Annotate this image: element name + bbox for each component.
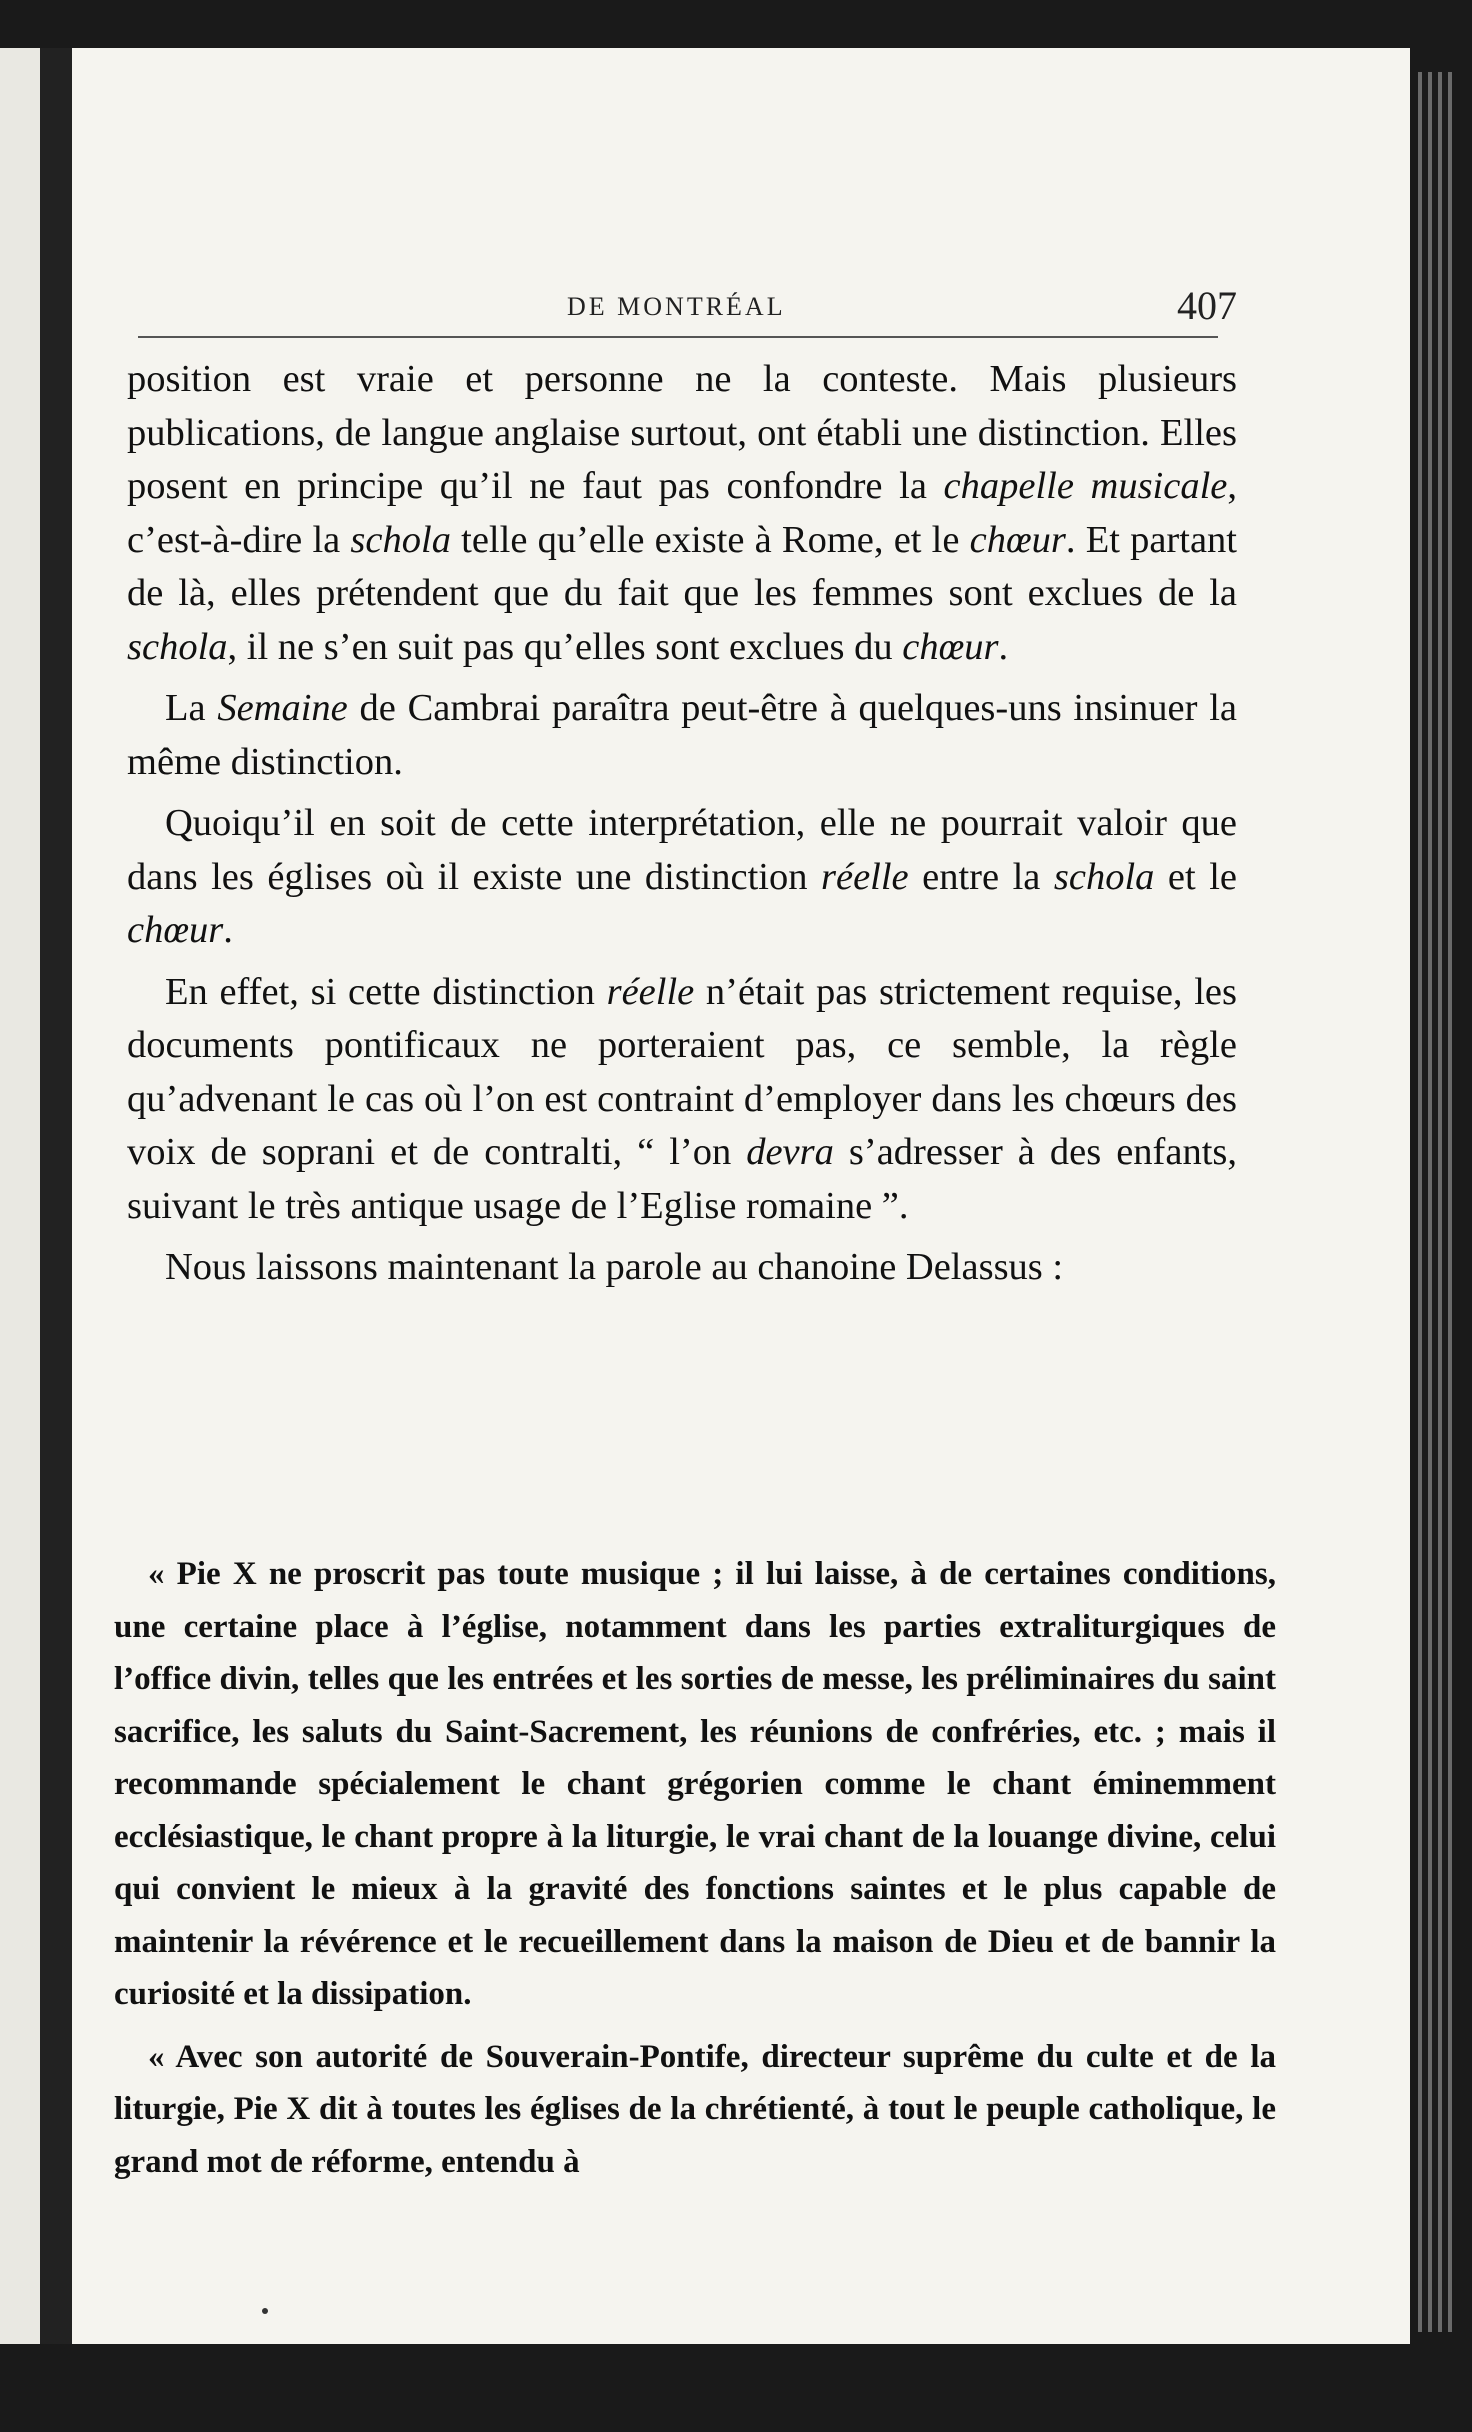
italic-text: chœur	[902, 625, 999, 668]
text-run: entre la	[908, 855, 1054, 898]
text-run: « Avec son autorité de Souverain-Pontife, directeur suprême du culte et de la liturgie, Pie X dit à toutes les églises de la chrétienté, à tout le peuple catholique, le grand mot de réforme, entendu à	[114, 2038, 1276, 2180]
text-run: .	[998, 625, 1009, 668]
ink-speck	[262, 2308, 268, 2314]
body-text	[127, 353, 1237, 1295]
italic-text: chœur	[969, 518, 1066, 561]
italic-text: chapelle musicale	[943, 465, 1228, 507]
italic-text: schola	[1053, 855, 1155, 898]
page-header	[72, 248, 1410, 328]
quote-paragraph	[114, 2031, 1276, 2189]
quote-paragraph	[114, 1548, 1276, 2021]
italic-text: Semaine	[217, 687, 348, 729]
text-run: Nous laissons maintenant la parole au chanoine Delassus :	[165, 1246, 1064, 1288]
text-run: La	[165, 687, 218, 729]
book-gutter	[40, 48, 72, 2344]
italic-text: réelle	[606, 970, 695, 1013]
italic-text: schola	[350, 518, 451, 561]
book-page	[72, 48, 1410, 2344]
paragraph	[127, 1241, 1237, 1295]
text-run: , il ne s’en suit pas qu’elles sont exclues du	[227, 625, 903, 668]
running-head: DE MONTRÉAL	[567, 292, 786, 321]
facing-page-edge	[0, 48, 40, 2344]
text-run: position est vraie et personne ne la conteste. Mais plusieurs publications, de langue anglaise surtout, ont établi une distinction. Elles posent en principe qu’il ne faut pas confondre la	[127, 358, 1237, 507]
page-edge	[1418, 72, 1422, 2332]
text-run: s’adresser à des enfants, suivant le très antique usage de l’Eglise romaine ”.	[127, 1131, 1237, 1227]
paragraph	[127, 966, 1237, 1234]
page-edge	[1438, 72, 1442, 2332]
text-run: , c’est-à-dire la	[127, 465, 1238, 561]
text-run: .	[223, 909, 233, 951]
text-run: de Cambrai paraîtra peut-être à quelques-uns insinuer la même distinction.	[127, 687, 1237, 783]
text-run: . Et partant de là, elles prétendent que du fait que les femmes sont exclues de la	[127, 518, 1237, 614]
block-quote	[114, 1548, 1276, 2188]
text-run: Quoiqu’il en soit de cette interprétation, elle ne pourrait valoir que dans les églises où il existe une distinction	[127, 802, 1237, 898]
paragraph	[127, 353, 1237, 674]
text-run: En effet, si cette distinction	[165, 970, 607, 1013]
text-run: n’était pas strictement requise, les documents pontificaux ne porteraient pas, ce semble, la règle qu’advenant le cas où l’on est contraint d’employer dans les chœurs des voix de soprani et de contralti, “ l’on	[127, 970, 1237, 1173]
paragraph	[127, 682, 1237, 789]
italic-text: schola	[127, 625, 228, 668]
page-edge	[1428, 72, 1432, 2332]
italic-text: chœur	[127, 909, 224, 951]
text-run: telle qu’elle existe à Rome, et le	[450, 518, 970, 561]
italic-text: devra	[746, 1131, 834, 1173]
text-run: « Pie X ne proscrit pas toute musique ; il lui laisse, à de certaines conditions, une certaine place à l’église, notamment dans les parties extraliturgiques de l’office divin, telles que les entrées et les sorties de messe, les préliminaires du saint sacrifice, les saluts du Saint-Sacrement, les réunions de confréries, etc. ; mais il recommande spécialement le chant grégorien comme le chant éminemment ecclésiastique, le chant propre à la liturgie, le vrai chant de la louange divine, celui qui convient le mieux à la gravité des fonctions saintes et le plus capable de maintenir la révérence et le recueillement dans la maison de Dieu et de bannir la curiosité et la dissipation.	[114, 1556, 1276, 2012]
page-number: 407	[1177, 283, 1237, 328]
paragraph	[127, 797, 1237, 958]
italic-text: réelle	[821, 855, 909, 898]
text-run: et le	[1154, 855, 1237, 898]
page-edge	[1448, 72, 1452, 2332]
header-rule	[138, 336, 1218, 338]
